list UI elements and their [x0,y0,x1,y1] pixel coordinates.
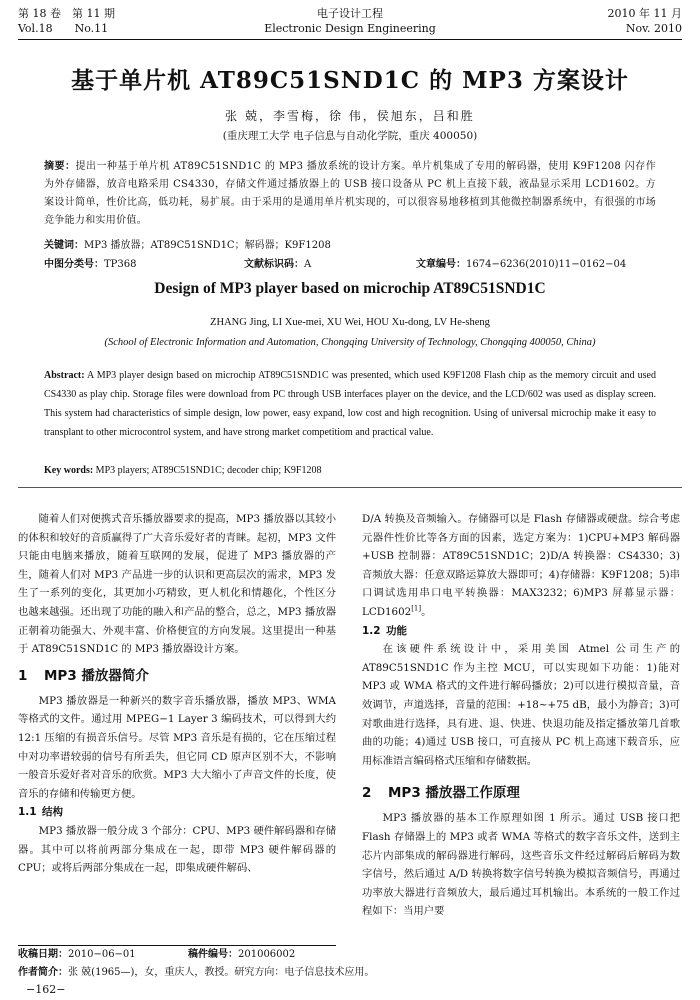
manuscript-id [188,947,295,963]
subsection-1-1-text-cont: D/A 转换及音频输入。存储器可以是 Flash 存储器或硬盘。综合考虑元器件性价比等各方面的因素，选定方案为：1)CPU+MP3 解码器+USB 控制器：AT89C51SND1C；2)D/A 转换器：CS4330；3)音频放大器：任意双路运算放大器即可；4)存储器：K9F1208；5)串口调试选用串口电平转换器：MAX3232；6)MP3 屏幕显示器：LCD1602 [362,513,680,618]
subsection-1-1-paragraph-part: MP3 播放器一般分成 3 个部分：CPU、MP3 硬件解码器和存储器。其中可以将前两部分集成在一起，即带 MP3 硬件解码器的 CPU；或将后两部分集成在一起，即集成硬件解码、 [18,824,336,875]
subsection-1-2-paragraph: 在该硬件系统设计中，采用美国 Atmel 公司生产的 AT89C51SND1C 作为主控 MCU，可以实现如下功能：1)能对 MP3 或 WMA 格式的文件进行解码播放；2)可以进行模拟音量，音效调节，声道选择，音量的范围：+18~+75 dB，最小为静音；3)可对歌曲进行选择，具有进、退、快进、快退功能及指定播放第几首歌曲的功能；4)通过 USB 接口，可直接从 PC 机上高速下载音乐，应用标准语言编码格式压缩和存储数据。 [362,643,680,767]
subsection-1-2-heading [362,622,680,641]
header-date-cn: 2010 年 11 月 [607,7,682,20]
section-2-title: MP3 播放器工作原理 [388,785,520,802]
article-label: 文章编号： [416,259,466,270]
section-1-title: MP3 播放器简介 [44,667,149,684]
clc-value: TP368 [104,259,137,270]
title-en: Design of MP3 player based on microchip AT89C51SND1C [154,280,546,297]
footnote-author [18,965,374,981]
header-journal-cn: 电子设计工程 [317,7,383,20]
authors-en: ZHANG Jing, LI Xue-mei, XU Wei, HOU Xu-dong, LV He-sheng [210,317,490,328]
keywords-en-label: Key words: [44,465,94,476]
footnote-divider [18,945,336,946]
header-journal-en: Electronic Design Engineering [264,22,436,35]
header-divider [18,39,682,40]
abstract-divider [18,487,682,488]
section-2-number: 2 [362,785,372,802]
header-journal [18,6,682,36]
section-1-paragraph: MP3 播放器是一种新兴的数字音乐播放器，播放 MP3、WMA 等格式的文件。通过用 MPEG−1 Layer 3 编码技术，可以得到大约 12:1 压缩的有损音乐信号。尽管 MP3 音乐是有损的，它在压缩过程中对功率谱较弱的信号有所丢失，但它同 CD 原声区别不大，不影响一般音乐爱好者对音乐的欣赏。MP3 大大缩小了声音文件的长度，使音乐的存储和传输更方便。 [18,694,336,800]
manuscript-value: 201006002 [238,949,296,960]
keywords-en [44,463,656,479]
running-header [18,6,682,42]
intro-paragraph: 随着人们对便携式音乐播放器要求的提高，MP3 播放器以其较小的体积和较好的音质赢得了广大音乐爱好者的青睐。起初，MP3 文件只能由电脑来播放，随着互联网的发展，促进了 MP3 播放器的产生，随着人们对 MP3 产品进一步的认识和更高层次的需求，MP3 发生了一系列的变化，其更加小巧精致，更人机化和情趣化，个性区分也越来越强。还出现了功能的融入和产品的整合，总之，MP3 播放器正朝着功能强大、外观丰富、价格便宜的方向发展。这里提出一种基于 AT89C51SND1C 的 MP3 播放器设计方案。 [18,513,336,656]
subsection-1-1-paragraph-cont [362,510,680,622]
header-date-en: Nov. 2010 [625,22,682,35]
article-number [416,257,626,273]
author-bio-text: 张 兢(1965—)，女，重庆人，教授。研究方向：电子信息技术应用。 [68,967,375,978]
keywords-en-text: MP3 players; AT89C51SND1C; decoder chip; K9F1208 [93,465,322,476]
doc-value: A [304,259,312,270]
section-1-number: 1 [18,667,28,684]
subsection-1-1-number: 1.1 [18,806,37,819]
article-value: 1674−6236(2010)11−0162−04 [466,259,627,270]
subsection-1-2-title: 功能 [386,624,407,637]
clc-label: 中图分类号： [44,259,104,270]
author-bio-label: 作者简介： [18,967,68,978]
section-1-heading [18,665,336,687]
header-volume-cn: 第 18 卷 第 11 期 [18,7,115,20]
body-column-left [18,510,336,878]
section-2-paragraph: MP3 播放器的基本工作原理如图 1 所示。通过 USB 接口把 Flash 存储器上的 MP3 或者 WMA 等格式的数字音乐文件，送到主芯片内部集成的解码器进行解码，这些音乐文件经过解码后解码为数字信号，然后通过 A/D 转换将数字信号转换为模拟音频信号，再通过功率放大器进行音频放大，最后通过耳机输出。本系统的一般工作过程如下：当用户要 [362,812,680,918]
body-column-right [362,510,680,921]
title-cn: 基于单片机 AT89C51SND1C 的 MP3 方案设计 [71,67,629,94]
page-number: −162− [26,983,66,996]
affiliation-en: (School of Electronic Information and Automation, Chongqing University of Technology, Chongqing 400050, China) [104,337,596,348]
keywords-cn-text: MP3 播放器；AT89C51SND1C；解码器；K9F1208 [84,240,331,251]
clc-number [44,257,137,273]
abstract-cn-label: 摘要： [44,161,76,172]
classification-row [44,257,656,273]
header-volume-en: Vol.18 No.11 [18,22,109,35]
subsection-1-1-title: 结构 [42,806,63,819]
subsection-1-1-end: 。 [421,605,432,618]
section-2-heading [362,782,680,804]
subsection-1-1-heading [18,803,336,822]
abstract-cn-text: 提出一种基于单片机 AT89C51SND1C 的 MP3 播放系统的设计方案。单片机集成了专用的解码器，使用 K9F1208 闪存作为外存储器，放音电路采用 CS4330，存储文件通过播放器上的 USB 接口设备从 PC 机上直接下载，液晶显示采用 LCD1602。方案设计简单，性价比高，低功耗，易扩展。由于采用的是通用单片机实现的，可以很容易地移植到其他微控制器系统中，有很强的市场竞争能力和实用价值。 [44,161,657,226]
reference-1: [1] [411,604,422,613]
abstract-en-text: A MP3 player design based on microchip AT89C51SND1C was presented, which used K9F1208 Flash chip as the memory circuit and used CS4330 as play chip. Storage files were download from PC through USB interfaces player on the device, and the LCD/602 was used as display screen. This system had characteristics of simple design, low power, easy expand, low cost and high recognition. Using of universal microchip make it easy to transplant to other microcontrol system, and have strong market competitiom and practical value. [44,370,656,438]
keywords-cn-label: 关键词： [44,240,84,251]
header-date [608,6,682,36]
footnote-received [18,947,336,963]
manuscript-label: 稿件编号： [188,949,238,960]
subsection-1-2-number: 1.2 [362,624,381,637]
abstract-cn [44,158,656,230]
received-label: 收稿日期： [18,949,68,960]
authors-cn: 张 兢，李雪梅，徐 伟，侯旭东，吕和胜 [225,109,475,123]
abstract-en [44,366,656,442]
abstract-en-label: Abstract: [44,370,85,381]
keywords-cn [44,238,656,254]
received-date: 2010−06−01 [68,949,136,960]
affiliation-cn: (重庆理工大学 电子信息与自动化学院，重庆 400050) [222,130,478,142]
doc-code [244,257,311,273]
doc-label: 文献标识码： [244,259,304,270]
